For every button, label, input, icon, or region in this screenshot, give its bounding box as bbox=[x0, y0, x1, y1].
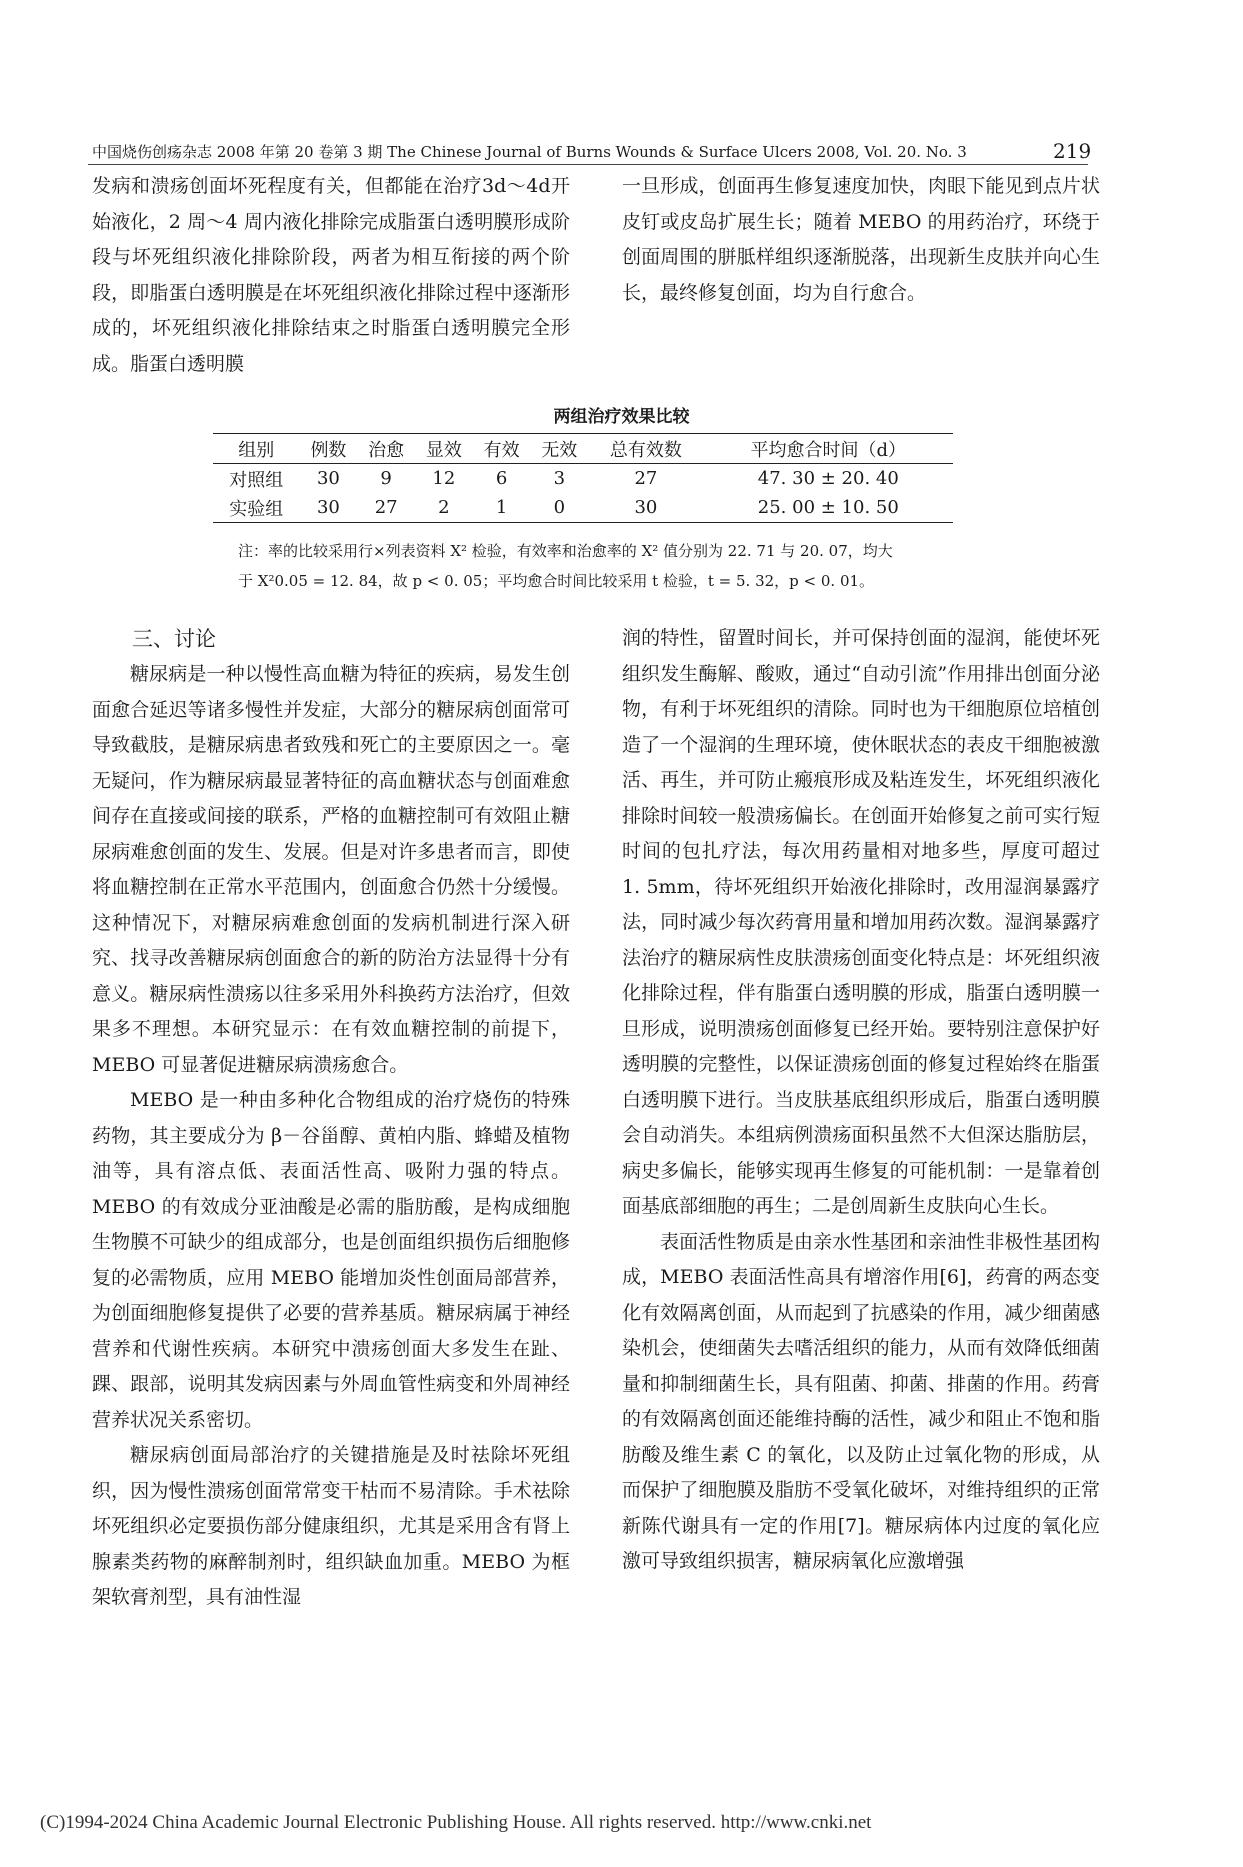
top-right-column bbox=[622, 169, 1100, 311]
copyright-footer: (C)1994-2024 China Academic Journal Electronic Publishing House. All rights reserved. http://www.cnki.net bbox=[40, 1812, 872, 1833]
column-header: 总有效数 bbox=[609, 439, 682, 461]
table-cell: 3 bbox=[553, 468, 566, 489]
table-cell: 0 bbox=[553, 497, 566, 518]
table-cell: 2 bbox=[438, 497, 450, 518]
paragraph: 表面活性物质是由亲水性基团和亲油性非极性基团构成，MEBO 表面活性高具有增溶作用[6]，药膏的两态变化有效隔离创面，从而起到了抗感染的作用，减少细菌感染机会，使细菌失去嗜活组织的能力，从而有效降低细菌量和抑制细菌生长，具有阻菌、抑菌、排菌的作用。药膏的有效隔离创面还能维持酶的活性，减少和阻止不饱和脂肪酸及维生素 C 的氧化，以及防止过氧化物的形成，从而保护了细胞膜及脂肪不受氧化破坏，对维持组织的正常新陈代谢具有一定的作用[7]。糖尿病体内过度的氧化应激可导致组织损害，糖尿病氧化应激增强 bbox=[622, 1230, 1100, 1572]
top-left-column bbox=[92, 169, 570, 382]
paragraph: 糖尿病是一种以慢性高血糖为特征的疾病，易发生创面愈合延迟等诸多慢性并发症，大部分的糖尿病创面常可导致截肢，是糖尿病患者致残和死亡的主要原因之一。毫无疑问，作为糖尿病最显著特征的高血糖状态与创面难愈间存在直接或间接的联系，严格的血糖控制可有效阻止糖尿病难愈创面的发生、发展。但是对许多患者而言，即使将血糖控制在正常水平范围内，创面愈合仍然十分缓慢。这种情况下，对糖尿病难愈创面的发病机制进行深入研究、找寻改善糖尿病创面愈合的新的防治方法显得十分有意义。糖尿病性溃疡以往多采用外科换药方法治疗，但效果多不理想。本研究显示：在有效血糖控制的前提下，MEBO 可显著促进糖尿病溃疡愈合。 bbox=[92, 663, 570, 1076]
table-cell: 47. 30 ± 20. 40 bbox=[757, 468, 899, 489]
table-cell: 对照组 bbox=[229, 469, 284, 491]
discussion-left-column bbox=[92, 621, 570, 1616]
table-cell: 9 bbox=[380, 468, 392, 489]
column-header: 组别 bbox=[238, 439, 275, 461]
paragraph: 润的特性，留置时间长，并可保持创面的湿润，能使坏死组织发生酶解、酸败，通过“自动引流”作用排出创面分泌物，有利于坏死组织的清除。同时也为干细胞原位培植创造了一个湿润的生理环境，使休眠状态的表皮干细胞被激活、再生，并可防止瘢痕形成及粘连发生，坏死组织液化排除时间较一般溃疡偏长。在创面开始修复之前可实行短时间的包扎疗法，每次用药量相对地多些，厚度可超过 1. 5mm，待坏死组织开始液化排除时，改用湿润暴露疗法，同时减少每次药膏用量和增加用药次数。湿润暴露疗法治疗的糖尿病性皮肤溃疡创面变化特点是：坏死组织液化排除过程，伴有脂蛋白透明膜的形成，脂蛋白透明膜一旦形成，说明溃疡创面修复已经开始。要特别注意保护好透明膜的完整性，以保证溃疡创面的修复过程始终在脂蛋白透明膜下进行。当皮肤基底组织形成后，脂蛋白透明膜会自动消失。本组病例溃疡面积虽然不大但深达脂肪层，病史多偏长，能够实现再生修复的可能机制：一是靠着创面基底部细胞的再生；二是创周新生皮肤向心生长。 bbox=[622, 627, 1100, 1217]
running-header: 中国烧伤创疡杂志 2008 年第 20 卷第 3 期 The Chinese Journal of Burns Wounds & Surface Ulcers 2008, Vol. 20. No. 3 bbox=[92, 143, 967, 161]
paragraph: 发病和溃疡创面坏死程度有关，但都能在治疗3d～4d开始液化，2 周～4 周内液化排除完成脂蛋白透明膜形成阶段与坏死组织液化排除阶段，两者为相互衔接的两个阶段，即脂蛋白透明膜是在坏死组织液化排除过程中逐渐形成的，坏死组织液化排除结束之时脂蛋白透明膜完全形成。脂蛋白透明膜 bbox=[92, 175, 570, 375]
table-cell: 27 bbox=[634, 468, 658, 489]
column-header: 治愈 bbox=[368, 439, 405, 461]
table-header-row bbox=[213, 434, 953, 464]
table-cell: 30 bbox=[634, 497, 658, 518]
page-number: 219 bbox=[1053, 139, 1092, 163]
table-cell: 实验组 bbox=[229, 498, 284, 520]
results-table bbox=[213, 433, 953, 523]
table-cell: 1 bbox=[495, 497, 508, 518]
table-cell: 30 bbox=[316, 468, 340, 489]
table-cell: 25. 00 ± 10. 50 bbox=[757, 497, 899, 518]
table-cell: 12 bbox=[432, 468, 456, 489]
table-cell: 6 bbox=[495, 468, 508, 489]
column-header: 例数 bbox=[310, 439, 347, 461]
table-note-line: 于 X²0.05 = 12. 84，故 p < 0. 05；平均愈合时间比较采用 t 检验，t = 5. 32，p < 0. 01。 bbox=[238, 572, 875, 590]
table-row bbox=[213, 493, 953, 523]
table-notes bbox=[238, 536, 998, 596]
column-header: 显效 bbox=[425, 439, 462, 461]
column-header: 无效 bbox=[541, 439, 578, 461]
section-heading: 三、讨论 bbox=[132, 627, 216, 651]
table-title: 两组治疗效果比较 bbox=[553, 407, 690, 427]
discussion-right-column bbox=[622, 621, 1100, 1580]
paragraph: 糖尿病创面局部治疗的关键措施是及时祛除坏死组织，因为慢性溃疡创面常常变干枯而不易清除。手术祛除坏死组织必定要损伤部分健康组织，尤其是采用含有肾上腺素类药物的麻醉制剂时，组织缺血加重。MEBO 为框架软膏剂型，具有油性湿 bbox=[92, 1444, 570, 1608]
header-rule bbox=[88, 164, 1088, 165]
table-row bbox=[213, 464, 953, 494]
table-cell: 27 bbox=[374, 497, 398, 518]
table-note-line: 注：率的比较采用行×列表资料 X² 检验，有效率和治愈率的 X² 值分别为 22. 71 与 20. 07，均大 bbox=[238, 542, 893, 560]
column-header: 有效 bbox=[483, 439, 520, 461]
column-header: 平均愈合时间（d） bbox=[750, 439, 907, 461]
table-cell: 30 bbox=[316, 497, 340, 518]
paragraph: 一旦形成，创面再生修复速度加快，肉眼下能见到点片状皮钉或皮岛扩展生长；随着 MEBO 的用药治疗，环绕于创面周围的胼胝样组织逐渐脱落，出现新生皮肤并向心生长，最终修复创面，均为自行愈合。 bbox=[622, 175, 1100, 304]
paragraph: MEBO 是一种由多种化合物组成的治疗烧伤的特殊药物，其主要成分为 β－谷甾醇、黄柏内脂、蜂蜡及植物油等，具有溶点低、表面活性高、吸附力强的特点。MEBO 的有效成分亚油酸是必需的脂肪酸，是构成细胞生物膜不可缺少的组成部分，也是创面组织损伤后细胞修复的必需物质，应用 MEBO 能增加炎性创面局部营养，为创面细胞修复提供了必要的营养基质。糖尿病属于神经营养和代谢性疾病。本研究中溃疡创面大多发生在趾、踝、跟部，说明其发病因素与外周血管性病变和外周神经营养状况关系密切。 bbox=[92, 1089, 570, 1431]
